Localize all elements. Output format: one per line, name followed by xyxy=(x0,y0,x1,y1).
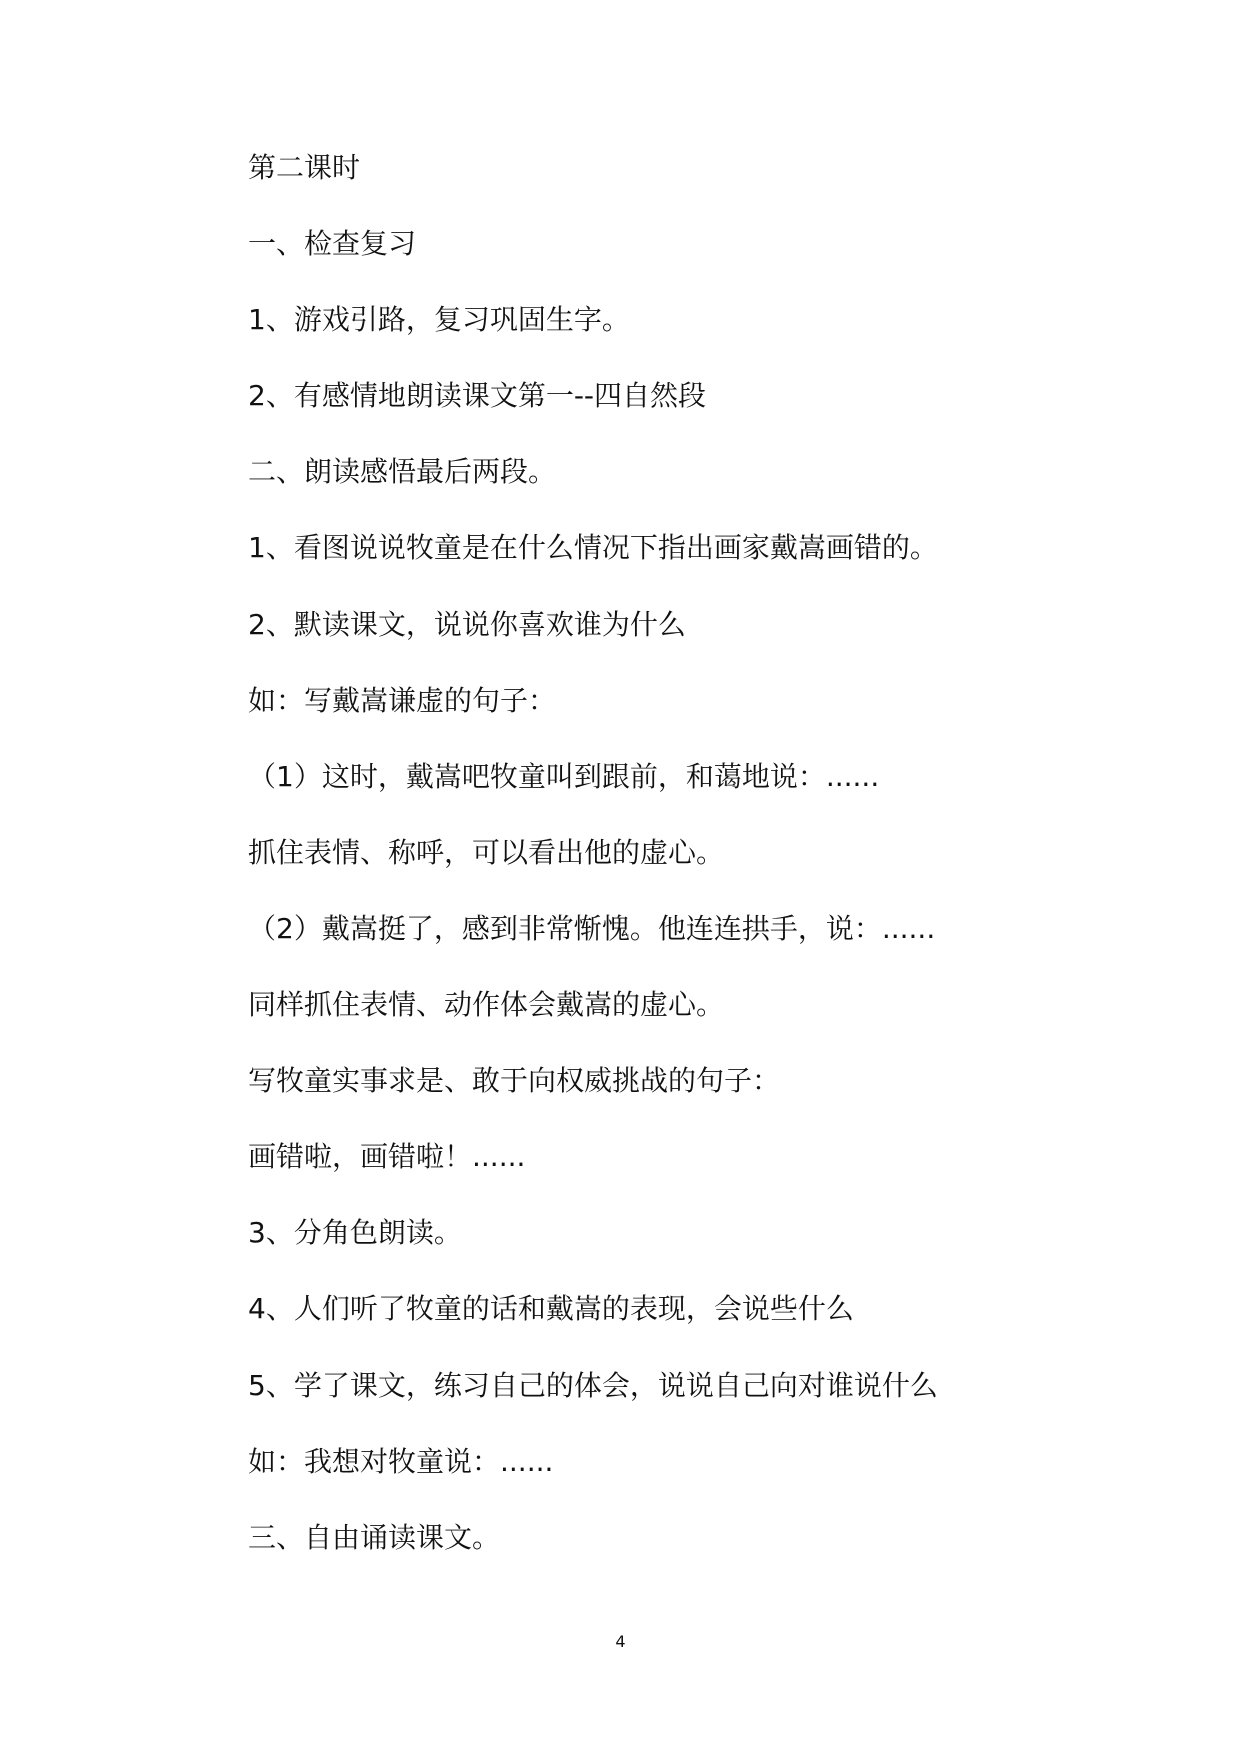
page-number: 4 xyxy=(615,1632,626,1651)
text-line: 抓住表情、称呼，可以看出他的虚心。 xyxy=(248,835,725,869)
section-heading-reading: 二、朗读感悟最后两段。 xyxy=(248,455,557,489)
text-line: 3、分角色朗读。 xyxy=(248,1216,462,1250)
text-line: （2）戴嵩挺了，感到非常惭愧。他连连拱手，说：...... xyxy=(248,911,936,945)
text-line: 2、默读课文，说说你喜欢谁为什么 xyxy=(248,607,686,641)
document-body xyxy=(248,148,1098,1594)
text-line: 画错啦，画错啦！...... xyxy=(248,1140,526,1174)
text-line: 1、看图说说牧童是在什么情况下指出画家戴嵩画错的。 xyxy=(248,531,938,565)
text-line: （1）这时，戴嵩吧牧童叫到跟前，和蔼地说：...... xyxy=(248,759,880,793)
text-line: 如：写戴嵩谦虚的句子： xyxy=(248,683,557,717)
lesson-title: 第二课时 xyxy=(248,151,361,184)
text-line: 写牧童实事求是、敢于向权威挑战的句子： xyxy=(248,1064,781,1098)
text-line: 如：我想对牧童说：...... xyxy=(248,1444,554,1478)
text-line: 同样抓住表情、动作体会戴嵩的虚心。 xyxy=(248,988,725,1022)
text-line: 1、游戏引路，复习巩固生字。 xyxy=(248,303,630,337)
text-line: 2、有感情地朗读课文第一--四自然段 xyxy=(248,379,707,413)
text-line: 5、学了课文，练习自己的体会，说说自己向对谁说什么 xyxy=(248,1368,938,1402)
section-heading-recite: 三、自由诵读课文。 xyxy=(248,1520,501,1554)
text-line: 4、人们听了牧童的话和戴嵩的表现，会说些什么 xyxy=(248,1292,854,1326)
section-heading-review: 一、检查复习 xyxy=(248,227,417,261)
